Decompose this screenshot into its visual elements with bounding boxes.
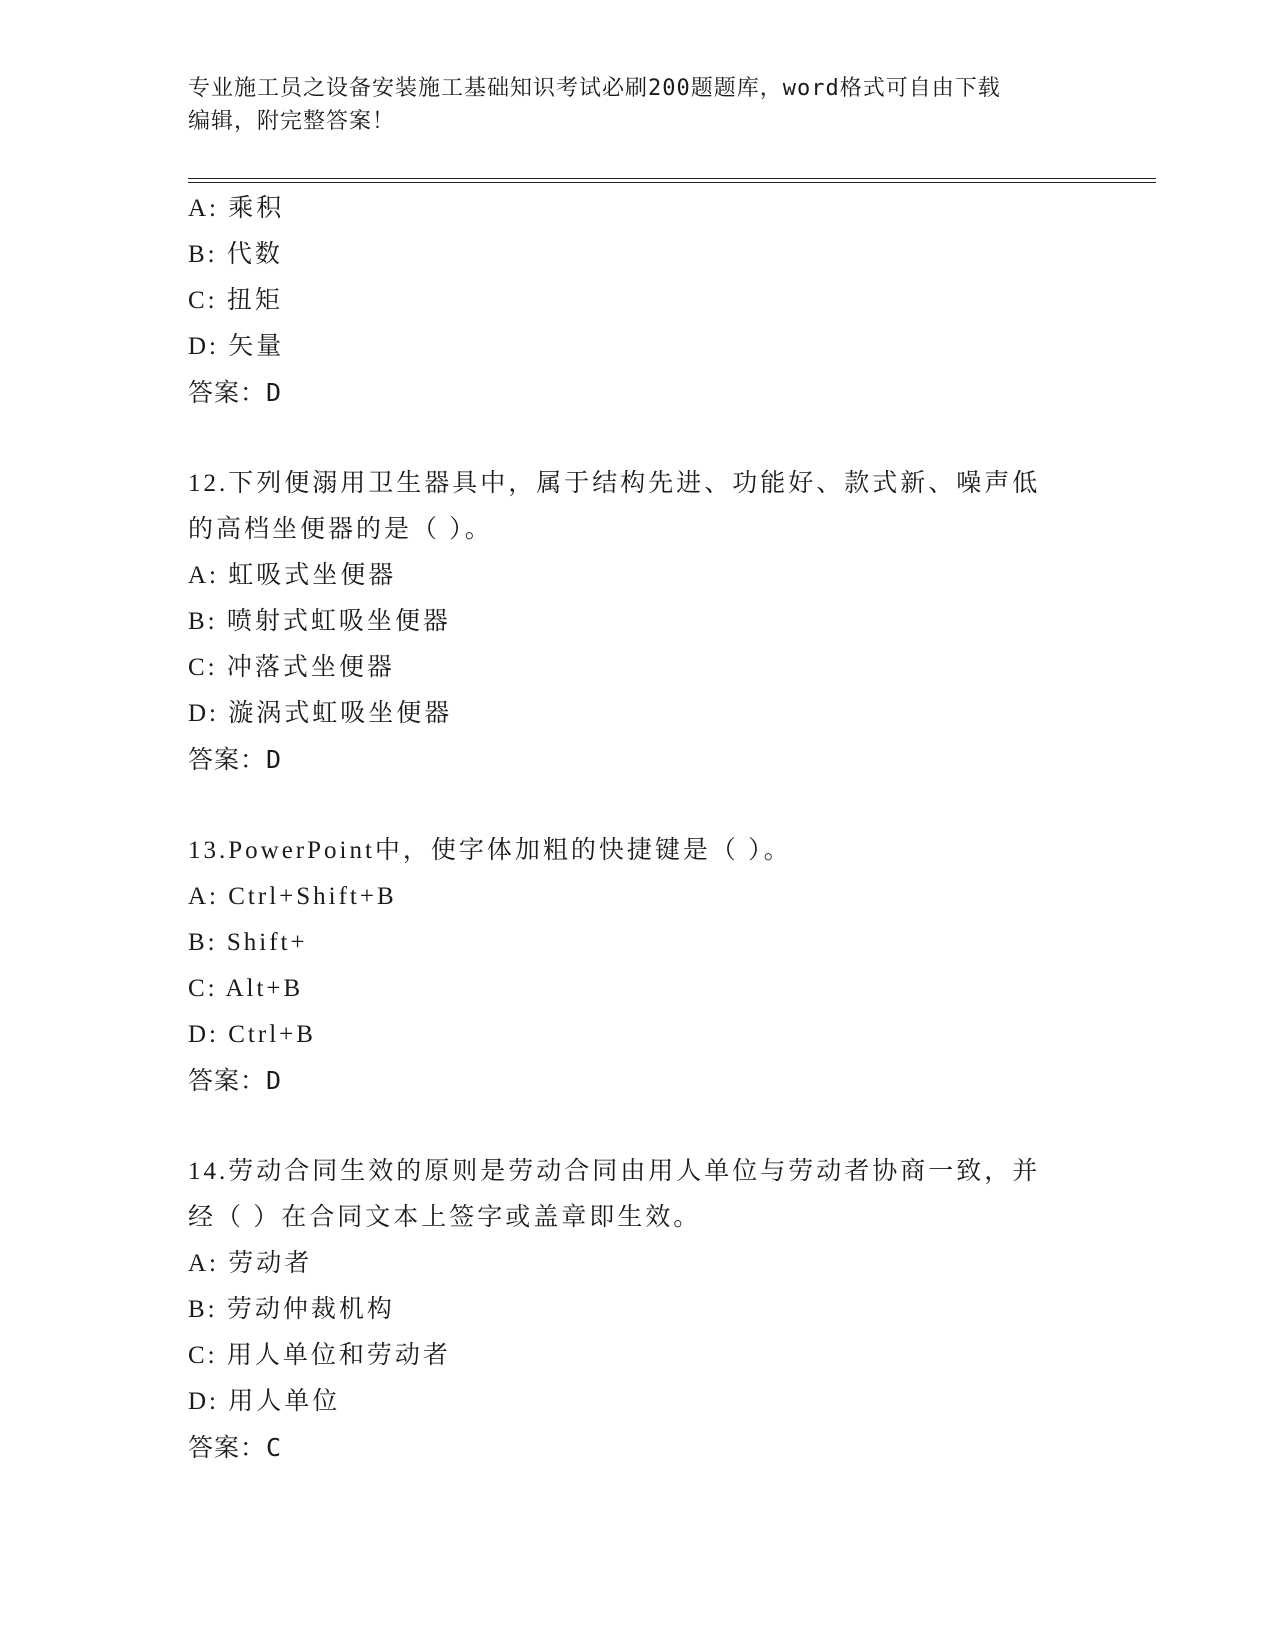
option-c: C: 扭矩 xyxy=(188,287,283,314)
question-12 xyxy=(188,461,1088,783)
option-a: A: Ctrl+Shift+B xyxy=(188,883,397,910)
question-stem: 13.PowerPoint中，使字体加粗的快捷键是（ ）。 xyxy=(188,837,792,864)
option-d: D: 漩涡式虹吸坐便器 xyxy=(188,700,453,727)
option-b: B: 劳动仲裁机构 xyxy=(188,1296,395,1323)
option-a: A: 乘积 xyxy=(188,195,285,222)
header-divider xyxy=(188,178,1156,183)
option-c: C: Alt+B xyxy=(188,975,304,1002)
answer: 答案：D xyxy=(188,745,283,774)
question-content xyxy=(188,186,1088,1471)
question-13 xyxy=(188,828,1088,1104)
answer: 答案：D xyxy=(188,1066,283,1095)
answer: 答案：D xyxy=(188,378,283,407)
option-d: D: 矢量 xyxy=(188,333,285,360)
question-stem: 14.劳动合同生效的原则是劳动合同由用人单位与劳动者协商一致，并 xyxy=(188,1158,1041,1185)
header-title-line2: 编辑，附完整答案！ xyxy=(188,109,396,134)
page-header xyxy=(188,72,1068,138)
header-title-line1: 专业施工员之设备安装施工基础知识考试必刷200题题库，word格式可自由下载 xyxy=(188,76,1001,101)
option-a: A: 劳动者 xyxy=(188,1250,313,1277)
option-d: D: Ctrl+B xyxy=(188,1021,316,1048)
question-stem: 12.下列便溺用卫生器具中，属于结构先进、功能好、款式新、噪声低 xyxy=(188,470,1041,497)
option-a: A: 虹吸式坐便器 xyxy=(188,562,397,589)
question-stem-continued: 经（ ）在合同文本上签字或盖章即生效。 xyxy=(188,1204,702,1231)
option-b: B: 喷射式虹吸坐便器 xyxy=(188,608,451,635)
option-b: B: 代数 xyxy=(188,241,283,268)
question-fragment xyxy=(188,186,1088,416)
option-d: D: 用人单位 xyxy=(188,1388,341,1415)
question-14 xyxy=(188,1149,1088,1471)
option-c: C: 用人单位和劳动者 xyxy=(188,1342,451,1369)
question-stem-continued: 的高档坐便器的是（ ）。 xyxy=(188,516,493,543)
option-c: C: 冲落式坐便器 xyxy=(188,654,395,681)
answer: 答案：C xyxy=(188,1433,283,1462)
option-b: B: Shift+ xyxy=(188,929,308,956)
